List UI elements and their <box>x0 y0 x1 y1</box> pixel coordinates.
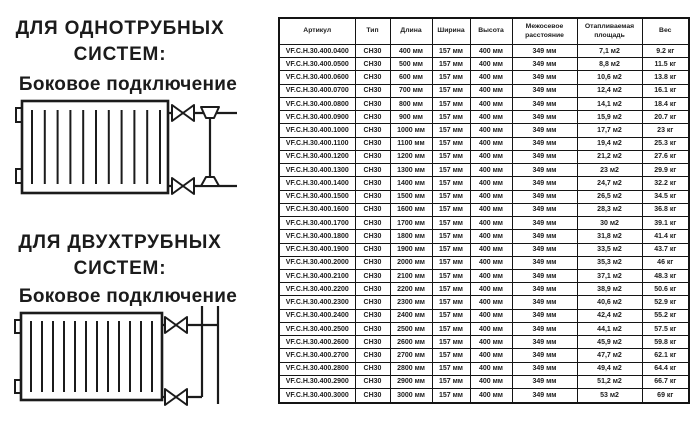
table-cell: 400 мм <box>470 137 512 150</box>
table-cell: CH30 <box>355 336 390 349</box>
table-cell: CH30 <box>355 150 390 163</box>
table-cell: 1700 мм <box>390 217 432 230</box>
table-cell: 800 мм <box>390 97 432 110</box>
table-cell: 157 мм <box>432 269 470 282</box>
table-cell: 400 мм <box>470 362 512 375</box>
table-cell: VF.C.H.30.400.1600 <box>279 203 355 216</box>
table-row <box>279 137 689 150</box>
table-cell: 50.6 кг <box>642 283 689 296</box>
table-cell: 8,8 м2 <box>577 58 642 71</box>
table-cell: CH30 <box>355 137 390 150</box>
table-cell: 500 мм <box>390 58 432 71</box>
one-pipe-side-connection-diagram <box>8 96 243 198</box>
table-cell: 349 мм <box>512 203 577 216</box>
table-cell: VF.C.H.30.400.1700 <box>279 217 355 230</box>
table-cell: 400 мм <box>470 230 512 243</box>
table-cell: 1200 мм <box>390 150 432 163</box>
table-cell: CH30 <box>355 164 390 177</box>
table-cell: 2700 мм <box>390 349 432 362</box>
table-cell: 157 мм <box>432 71 470 84</box>
table-cell: 349 мм <box>512 362 577 375</box>
table-cell: 16.1 кг <box>642 84 689 97</box>
table-row <box>279 375 689 388</box>
table-row <box>279 97 689 110</box>
table-cell: 400 мм <box>470 164 512 177</box>
table-cell: 44,1 м2 <box>577 322 642 335</box>
table-cell: 41.4 кг <box>642 230 689 243</box>
table-cell: 400 мм <box>470 150 512 163</box>
one-pipe-title-line1: ДЛЯ ОДНОТРУБНЫХ <box>15 18 225 39</box>
table-cell: 2400 мм <box>390 309 432 322</box>
table-cell: 25.3 кг <box>642 137 689 150</box>
radiator-table <box>278 17 690 404</box>
table-cell: 18.4 кг <box>642 97 689 110</box>
table-cell: 2200 мм <box>390 283 432 296</box>
table-cell: 28,3 м2 <box>577 203 642 216</box>
column-header: Длина <box>390 18 432 45</box>
column-header: Артикул <box>279 18 355 45</box>
table-cell: 2600 мм <box>390 336 432 349</box>
table-cell: CH30 <box>355 389 390 403</box>
table-row <box>279 124 689 137</box>
column-header: Высота <box>470 18 512 45</box>
table-cell: 30 м2 <box>577 217 642 230</box>
table-cell: VF.C.H.30.400.2400 <box>279 309 355 322</box>
table-cell: 400 мм <box>470 124 512 137</box>
table-cell: 37,1 м2 <box>577 269 642 282</box>
table-cell: VF.C.H.30.400.0700 <box>279 84 355 97</box>
table-cell: VF.C.H.30.400.2500 <box>279 322 355 335</box>
two-pipe-title-line1: ДЛЯ ДВУХТРУБНЫХ <box>18 232 222 253</box>
table-cell: 2300 мм <box>390 296 432 309</box>
table-row <box>279 190 689 203</box>
table-row <box>279 309 689 322</box>
table-cell: 157 мм <box>432 375 470 388</box>
table-cell: 66.7 кг <box>642 375 689 388</box>
table-cell: 349 мм <box>512 97 577 110</box>
table-cell: 349 мм <box>512 71 577 84</box>
table-cell: 1900 мм <box>390 243 432 256</box>
table-cell: CH30 <box>355 45 390 58</box>
table-cell: 900 мм <box>390 111 432 124</box>
table-cell: 157 мм <box>432 84 470 97</box>
table-cell: CH30 <box>355 217 390 230</box>
table-row <box>279 45 689 58</box>
table-cell: 400 мм <box>470 375 512 388</box>
table-cell: 10,6 м2 <box>577 71 642 84</box>
table-cell: 29.9 кг <box>642 164 689 177</box>
table-cell: 12,4 м2 <box>577 84 642 97</box>
table-cell: 39.1 кг <box>642 217 689 230</box>
table-cell: VF.C.H.30.400.0400 <box>279 45 355 58</box>
table-cell: CH30 <box>355 296 390 309</box>
table-cell: CH30 <box>355 362 390 375</box>
radiator-icon <box>16 101 168 193</box>
table-cell: CH30 <box>355 349 390 362</box>
two-pipe-section-title <box>0 230 240 282</box>
table-cell: CH30 <box>355 71 390 84</box>
table-cell: 349 мм <box>512 177 577 190</box>
table-cell: 400 мм <box>470 322 512 335</box>
table-cell: 157 мм <box>432 164 470 177</box>
table-row <box>279 111 689 124</box>
table-cell: 23 кг <box>642 124 689 137</box>
table-cell: CH30 <box>355 322 390 335</box>
table-cell: 349 мм <box>512 375 577 388</box>
table-cell: 157 мм <box>432 150 470 163</box>
table-cell: 349 мм <box>512 256 577 269</box>
table-cell: 400 мм <box>470 243 512 256</box>
table-cell: VF.C.H.30.400.1400 <box>279 177 355 190</box>
table-row <box>279 71 689 84</box>
table-cell: VF.C.H.30.400.0900 <box>279 111 355 124</box>
valve-icons <box>165 317 187 405</box>
one-pipe-title-line2: СИСТЕМ: <box>73 44 167 65</box>
table-cell: 349 мм <box>512 124 577 137</box>
table-cell: 34.5 кг <box>642 190 689 203</box>
table-cell: VF.C.H.30.400.0600 <box>279 71 355 84</box>
table-cell: 9.2 кг <box>642 45 689 58</box>
table-cell: VF.C.H.30.400.2100 <box>279 269 355 282</box>
table-cell: VF.C.H.30.400.1200 <box>279 150 355 163</box>
table-cell: 1500 мм <box>390 190 432 203</box>
pipe-fitting-icon <box>201 177 219 186</box>
two-pipe-subtitle: Боковое подключение <box>18 286 238 307</box>
table-cell: 53 м2 <box>577 389 642 403</box>
table-cell: 400 мм <box>470 389 512 403</box>
table-cell: 2800 мм <box>390 362 432 375</box>
table-cell: 23 м2 <box>577 164 642 177</box>
table-cell: 51,2 м2 <box>577 375 642 388</box>
table-cell: 157 мм <box>432 124 470 137</box>
table-cell: 157 мм <box>432 243 470 256</box>
table-cell: 400 мм <box>470 283 512 296</box>
table-row <box>279 164 689 177</box>
table-cell: CH30 <box>355 203 390 216</box>
table-row <box>279 296 689 309</box>
table-cell: 26,5 м2 <box>577 190 642 203</box>
table-cell: 52.9 кг <box>642 296 689 309</box>
table-cell: 1400 мм <box>390 177 432 190</box>
table-cell: 40,6 м2 <box>577 296 642 309</box>
table-cell: 48.3 кг <box>642 269 689 282</box>
table-cell: CH30 <box>355 309 390 322</box>
table-cell: 57.5 кг <box>642 322 689 335</box>
table-cell: 157 мм <box>432 336 470 349</box>
table-cell: 400 мм <box>470 84 512 97</box>
table-cell: VF.C.H.30.400.3000 <box>279 389 355 403</box>
column-header: Межосевое расстояние <box>512 18 577 45</box>
table-cell: VF.C.H.30.400.2200 <box>279 283 355 296</box>
table-cell: 43.7 кг <box>642 243 689 256</box>
table-cell: 31,8 м2 <box>577 230 642 243</box>
table-cell: 400 мм <box>470 45 512 58</box>
table-cell: 59.8 кг <box>642 336 689 349</box>
table-row <box>279 58 689 71</box>
table-cell: 24,7 м2 <box>577 177 642 190</box>
table-cell: 42,4 м2 <box>577 309 642 322</box>
table-cell: 2100 мм <box>390 269 432 282</box>
table-cell: CH30 <box>355 283 390 296</box>
table-cell: CH30 <box>355 243 390 256</box>
table-cell: 349 мм <box>512 243 577 256</box>
table-cell: 400 мм <box>470 97 512 110</box>
table-cell: 46 кг <box>642 256 689 269</box>
table-cell: CH30 <box>355 124 390 137</box>
table-row <box>279 283 689 296</box>
table-cell: 349 мм <box>512 84 577 97</box>
table-cell: VF.C.H.30.400.1800 <box>279 230 355 243</box>
table-cell: VF.C.H.30.400.2000 <box>279 256 355 269</box>
table-cell: 349 мм <box>512 217 577 230</box>
table-cell: 349 мм <box>512 190 577 203</box>
table-cell: 400 мм <box>470 190 512 203</box>
table-cell: 33,5 м2 <box>577 243 642 256</box>
table-cell: VF.C.H.30.400.2300 <box>279 296 355 309</box>
table-cell: VF.C.H.30.400.0500 <box>279 58 355 71</box>
table-cell: 55.2 кг <box>642 309 689 322</box>
table-cell: 11.5 кг <box>642 58 689 71</box>
table-cell: VF.C.H.30.400.2800 <box>279 362 355 375</box>
table-cell: CH30 <box>355 375 390 388</box>
table-row <box>279 256 689 269</box>
two-pipe-side-connection-diagram <box>8 304 243 416</box>
table-header-row <box>279 18 689 45</box>
table-row <box>279 243 689 256</box>
table-cell: 400 мм <box>470 111 512 124</box>
table-cell: 400 мм <box>470 336 512 349</box>
table-cell: 157 мм <box>432 97 470 110</box>
table-cell: 2900 мм <box>390 375 432 388</box>
table-cell: 14,1 м2 <box>577 97 642 110</box>
table-cell: 349 мм <box>512 283 577 296</box>
table-cell: 69 кг <box>642 389 689 403</box>
table-cell: CH30 <box>355 84 390 97</box>
table-cell: 2000 мм <box>390 256 432 269</box>
two-pipe-title-line2: СИСТЕМ: <box>73 258 167 279</box>
table-row <box>279 84 689 97</box>
table-cell: 400 мм <box>470 269 512 282</box>
table-cell: VF.C.H.30.400.1100 <box>279 137 355 150</box>
table-cell: 17,7 м2 <box>577 124 642 137</box>
table-cell: 400 мм <box>470 177 512 190</box>
table-row <box>279 336 689 349</box>
column-header: Тип <box>355 18 390 45</box>
table-cell: VF.C.H.30.400.0800 <box>279 97 355 110</box>
table-cell: 400 мм <box>470 217 512 230</box>
table-cell: VF.C.H.30.400.2600 <box>279 336 355 349</box>
table-cell: 157 мм <box>432 217 470 230</box>
table-row <box>279 150 689 163</box>
table-cell: 157 мм <box>432 137 470 150</box>
table-cell: 62.1 кг <box>642 349 689 362</box>
one-pipe-section-title <box>0 16 240 68</box>
pipe-lines <box>168 113 237 186</box>
table-cell: 349 мм <box>512 111 577 124</box>
table-cell: 1600 мм <box>390 203 432 216</box>
table-cell: 349 мм <box>512 336 577 349</box>
table-cell: 349 мм <box>512 45 577 58</box>
table-cell: CH30 <box>355 58 390 71</box>
table-row <box>279 349 689 362</box>
table-cell: 7,1 м2 <box>577 45 642 58</box>
table-cell: 400 мм <box>470 349 512 362</box>
valve-icons <box>172 105 219 194</box>
table-cell: CH30 <box>355 177 390 190</box>
table-cell: 400 мм <box>470 256 512 269</box>
table-cell: 157 мм <box>432 362 470 375</box>
table-cell: 157 мм <box>432 58 470 71</box>
table-cell: 349 мм <box>512 137 577 150</box>
table-cell: 45,9 м2 <box>577 336 642 349</box>
pipe-fitting-icon <box>201 107 219 118</box>
table-row <box>279 389 689 403</box>
table-cell: 349 мм <box>512 322 577 335</box>
table-cell: 1300 мм <box>390 164 432 177</box>
table-cell: 49,4 м2 <box>577 362 642 375</box>
table-cell: 400 мм <box>470 309 512 322</box>
table-row <box>279 362 689 375</box>
table-row <box>279 322 689 335</box>
table-cell: CH30 <box>355 269 390 282</box>
table-cell: VF.C.H.30.400.1300 <box>279 164 355 177</box>
table-cell: VF.C.H.30.400.1900 <box>279 243 355 256</box>
column-header: Ширина <box>432 18 470 45</box>
table-cell: VF.C.H.30.400.2900 <box>279 375 355 388</box>
table-cell: 157 мм <box>432 256 470 269</box>
table-cell: 157 мм <box>432 111 470 124</box>
table-cell: 700 мм <box>390 84 432 97</box>
table-cell: CH30 <box>355 230 390 243</box>
table-cell: VF.C.H.30.400.1000 <box>279 124 355 137</box>
table-cell: CH30 <box>355 190 390 203</box>
table-cell: 19,4 м2 <box>577 137 642 150</box>
table-cell: 157 мм <box>432 296 470 309</box>
table-row <box>279 217 689 230</box>
table-cell: 349 мм <box>512 309 577 322</box>
table-cell: 157 мм <box>432 349 470 362</box>
table-cell: 1800 мм <box>390 230 432 243</box>
table-cell: 349 мм <box>512 164 577 177</box>
table-cell: 27.6 кг <box>642 150 689 163</box>
column-header: Вес <box>642 18 689 45</box>
table-cell: 349 мм <box>512 230 577 243</box>
table-cell: 349 мм <box>512 269 577 282</box>
radiator-icon <box>15 313 162 400</box>
table-cell: 1000 мм <box>390 124 432 137</box>
table-cell: 349 мм <box>512 389 577 403</box>
table-cell: 157 мм <box>432 177 470 190</box>
table-cell: 157 мм <box>432 230 470 243</box>
table-cell: 600 мм <box>390 71 432 84</box>
table-cell: 20.7 кг <box>642 111 689 124</box>
table-cell: 1100 мм <box>390 137 432 150</box>
one-pipe-subtitle: Боковое подключение <box>18 74 238 95</box>
table-cell: 400 мм <box>390 45 432 58</box>
table-cell: 35,3 м2 <box>577 256 642 269</box>
table-row <box>279 269 689 282</box>
table-cell: 36.8 кг <box>642 203 689 216</box>
table-cell: VF.C.H.30.400.1500 <box>279 190 355 203</box>
table-cell: 13.8 кг <box>642 71 689 84</box>
table-cell: 3000 мм <box>390 389 432 403</box>
table-cell: 400 мм <box>470 71 512 84</box>
table-cell: 38,9 м2 <box>577 283 642 296</box>
table-cell: CH30 <box>355 97 390 110</box>
table-cell: 157 мм <box>432 45 470 58</box>
table-cell: 32.2 кг <box>642 177 689 190</box>
table-row <box>279 203 689 216</box>
table-body <box>279 45 689 404</box>
table-cell: 15,9 м2 <box>577 111 642 124</box>
table-cell: 64.4 кг <box>642 362 689 375</box>
table-cell: 47,7 м2 <box>577 349 642 362</box>
table-cell: 349 мм <box>512 150 577 163</box>
table-cell: 2500 мм <box>390 322 432 335</box>
table-cell: 157 мм <box>432 322 470 335</box>
table-cell: 157 мм <box>432 309 470 322</box>
table-cell: 400 мм <box>470 203 512 216</box>
table-cell: 21,2 м2 <box>577 150 642 163</box>
table-cell: 400 мм <box>470 296 512 309</box>
column-header: Отапливаемая площадь <box>577 18 642 45</box>
table-cell: 157 мм <box>432 283 470 296</box>
table-row <box>279 177 689 190</box>
table-cell: 349 мм <box>512 58 577 71</box>
table-cell: 157 мм <box>432 389 470 403</box>
table-cell: 400 мм <box>470 58 512 71</box>
table-cell: 349 мм <box>512 296 577 309</box>
table-cell: CH30 <box>355 256 390 269</box>
table-cell: 157 мм <box>432 203 470 216</box>
table-cell: VF.C.H.30.400.2700 <box>279 349 355 362</box>
table-cell: CH30 <box>355 111 390 124</box>
table-cell: 157 мм <box>432 190 470 203</box>
table-cell: 349 мм <box>512 349 577 362</box>
table-row <box>279 230 689 243</box>
